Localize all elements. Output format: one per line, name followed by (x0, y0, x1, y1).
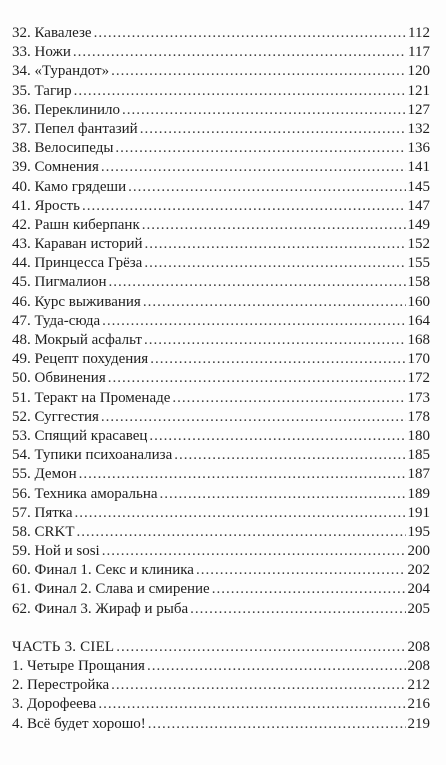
entry-page-number: 155 (407, 255, 430, 272)
entry-title: 48. Мокрый асфальт (12, 332, 142, 348)
entry-page-number: 195 (407, 523, 430, 540)
entry-page-number: 136 (407, 140, 430, 157)
dot-leader (174, 446, 405, 465)
entry-page-number: 147 (407, 197, 430, 214)
entry-title: 3. Дорофеева (12, 696, 97, 713)
entry-page-number: 145 (407, 178, 430, 195)
dot-leader (212, 580, 406, 599)
dot-leader (111, 676, 405, 695)
dot-leader (94, 24, 406, 43)
entry-title: 56. Техника аморальна (12, 485, 158, 502)
entry-title: 33. Ножи (12, 44, 71, 61)
toc-entry (12, 82, 430, 101)
dot-leader (147, 657, 406, 676)
toc-entry (12, 408, 430, 427)
entry-title: 2. Перестройка (12, 677, 110, 694)
entry-page-number: 117 (408, 44, 430, 61)
toc-entry (12, 465, 430, 484)
entry-title: 49. Рецепт похудения (12, 351, 149, 368)
entry-title: 39. Сомнения (12, 159, 99, 176)
dot-leader (145, 235, 406, 254)
dot-leader (82, 197, 406, 216)
entry-title: 55. Демон (12, 466, 77, 483)
dot-leader (102, 312, 405, 331)
entry-title: 35. Тагир (12, 82, 72, 99)
part-heading (12, 638, 430, 657)
entry-page-number: 180 (407, 427, 430, 444)
dot-leader (148, 715, 406, 734)
toc-entry (12, 24, 430, 43)
entry-title: 50. Обвинения (12, 370, 106, 387)
entry-title: 40. Камо грядеши (12, 178, 127, 195)
entry-page-number: 121 (407, 82, 430, 99)
section-gap (12, 619, 430, 638)
entry-title: 53. Спящий красавец (12, 427, 148, 444)
dot-leader (122, 101, 406, 120)
entry-title: 41. Ярость (12, 197, 80, 214)
toc-entry (12, 657, 430, 676)
entry-page-number: 212 (407, 677, 430, 694)
toc-entry (12, 312, 430, 331)
dot-leader (74, 82, 406, 101)
entry-page-number: 141 (407, 159, 430, 176)
entry-page-number: 219 (407, 715, 430, 732)
entry-title: 44. Принцесса Грёза (12, 255, 143, 272)
toc-entry (12, 504, 430, 523)
dot-leader (98, 695, 405, 714)
toc-entry (12, 350, 430, 369)
entry-page-number: 205 (407, 600, 430, 617)
part-title: ЧАСТЬ 3. CIEL (12, 638, 115, 655)
dot-leader (108, 369, 406, 388)
entry-title: 58. CRKT (12, 523, 75, 540)
dot-leader (101, 158, 406, 177)
entry-title: 1. Четыре Прощания (12, 658, 145, 674)
toc-entry (12, 62, 430, 81)
dot-leader (144, 331, 406, 350)
dot-leader (144, 254, 405, 273)
entry-title: 62. Финал 3. Жираф и рыба (12, 600, 189, 617)
toc-entry (12, 523, 430, 542)
entry-title: 61. Финал 2. Слава и смирение (12, 581, 210, 598)
toc-entry (12, 580, 430, 599)
dot-leader (101, 408, 406, 427)
toc-entry (12, 197, 430, 216)
entry-page-number: 191 (407, 504, 430, 521)
toc-entry (12, 254, 430, 273)
entry-page-number: 187 (407, 466, 430, 483)
dot-leader (73, 43, 406, 62)
entry-title: 34. «Турандот» (12, 63, 110, 80)
entry-page-number: 200 (407, 543, 430, 560)
entry-title: 52. Суггестия (12, 408, 99, 425)
entry-title: 46. Курс выживания (12, 293, 141, 310)
entry-page-number: 189 (407, 485, 430, 502)
dot-leader (172, 389, 405, 408)
entry-page-number: 164 (407, 312, 430, 329)
toc-entry (12, 369, 430, 388)
entry-page-number: 185 (407, 447, 430, 464)
toc-entry (12, 695, 430, 714)
toc-entry (12, 561, 430, 580)
entry-title: 4. Всё будет хорошо! (12, 715, 146, 732)
entry-page-number: 170 (407, 351, 430, 368)
entry-title: 42. Рашн киберпанк (12, 216, 140, 233)
entry-page-number: 202 (407, 562, 430, 579)
dot-leader (116, 638, 405, 657)
chapter-list-part2 (12, 24, 430, 619)
entry-title: 59. Ной и sosi (12, 543, 100, 560)
toc-entry (12, 676, 430, 695)
dot-leader (79, 465, 406, 484)
toc-entry (12, 43, 430, 62)
entry-page-number: 208 (407, 658, 430, 674)
dot-leader (75, 504, 406, 523)
entry-page-number: 173 (407, 389, 430, 406)
dot-leader (149, 427, 405, 446)
entry-page-number: 178 (407, 408, 430, 425)
toc-entry (12, 120, 430, 139)
entry-page-number: 160 (407, 293, 430, 310)
toc-entry (12, 216, 430, 235)
entry-title: 47. Туда-сюда (12, 312, 101, 329)
toc-entry (12, 139, 430, 158)
dot-leader (196, 561, 406, 580)
entry-page-number: 127 (407, 101, 430, 118)
dot-leader (109, 273, 406, 292)
entry-page-number: 149 (407, 216, 430, 233)
toc-entry (12, 273, 430, 292)
toc-entry (12, 427, 430, 446)
toc-entry (12, 158, 430, 177)
entry-page-number: 216 (407, 696, 430, 713)
dot-leader (143, 293, 406, 312)
entry-page-number: 152 (407, 236, 430, 253)
toc-entry (12, 715, 430, 734)
toc-entry (12, 331, 430, 350)
toc-entry (12, 542, 430, 561)
entry-title: 38. Велосипеды (12, 140, 114, 157)
entry-page-number: 120 (407, 63, 430, 80)
dot-leader (140, 120, 406, 139)
dot-leader (128, 178, 405, 197)
dot-leader (160, 485, 406, 504)
entry-page-number: 132 (407, 120, 430, 137)
entry-title: 54. Тупики психоанализа (12, 447, 173, 464)
entry-page-number: 204 (407, 581, 430, 598)
entry-title: 60. Финал 1. Секс и клиника (12, 562, 194, 579)
dot-leader (115, 139, 405, 158)
entry-title: 51. Теракт на Променаде (12, 389, 171, 406)
entry-page-number: 158 (407, 274, 430, 291)
table-of-contents (12, 24, 430, 734)
toc-entry (12, 293, 430, 312)
entry-title: 45. Пигмалион (12, 274, 107, 291)
toc-entry (12, 446, 430, 465)
entry-title: 43. Караван историй (12, 236, 143, 253)
entry-title: 32. Кавалезе (12, 25, 92, 41)
entry-page-number: 172 (407, 370, 430, 387)
dot-leader (111, 62, 405, 81)
toc-entry (12, 485, 430, 504)
part-page-number: 208 (407, 638, 430, 655)
dot-leader (102, 542, 406, 561)
entry-page-number: 168 (407, 332, 430, 348)
toc-entry (12, 101, 430, 120)
dot-leader (142, 216, 406, 235)
entry-title: 37. Пепел фантазий (12, 120, 138, 137)
chapter-list-part3 (12, 657, 430, 734)
entry-title: 57. Пятка (12, 504, 73, 521)
dot-leader (150, 350, 405, 369)
toc-entry (12, 600, 430, 619)
dot-leader (77, 523, 406, 542)
toc-entry (12, 235, 430, 254)
entry-page-number: 112 (408, 25, 430, 41)
dot-leader (190, 600, 405, 619)
toc-entry (12, 389, 430, 408)
toc-entry (12, 178, 430, 197)
entry-title: 36. Переклинило (12, 101, 120, 118)
